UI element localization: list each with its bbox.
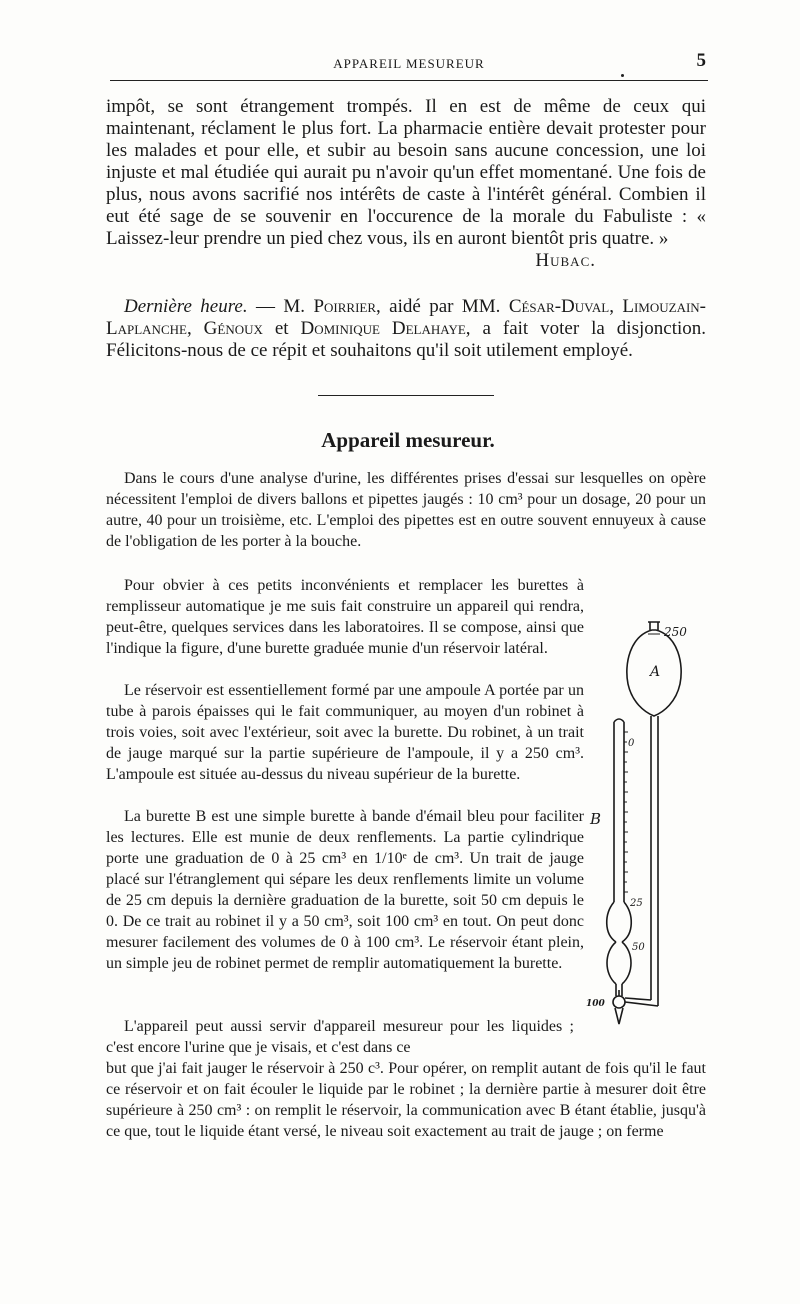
author-signature: Hubac.	[535, 250, 596, 271]
article-paragraph-4: La burette B est une simple burette à bande d'émail bleu pour faciliter les lectures. Elle est munie de deux renflements. La partie cylindrique porte une graduation de 0 à 25 cm³ en 1/10ᵉ de cm³. Un trait de jauge placé sur l'étranglement qui sépare les deux renflements limite un volume de 25 cm depuis la dernière graduation de la burette, soit 50 cm depuis le 0. De ce trait au robinet il y a 50 cm³, soit 100 cm³ en tout. On peut donc mesurer facilement des volumes de 0 à 100 cm³. Le réservoir étant plein, un simple jeu de robinet permet de remplir automatiquement la burette.	[106, 808, 584, 972]
article-paragraph-5: L'appareil peut aussi servir d'appareil mesureur pour les liquides ; c'est encore l'urine que je visais, et c'est dans ce	[106, 1018, 574, 1056]
article-title: Appareil mesureur.	[321, 428, 495, 452]
burette-b-outline	[614, 719, 624, 902]
article-paragraph-6: but que j'ai fait jauger le réservoir à 250 c³. Pour opérer, on remplit autant de fois qu'il le faut ce réservoir et on fait écouler le liquide par le robinet ; la dernière partie à mesurer doit être supérieure à 250 cm³ : on remplit le réservoir, la communication avec B étant établie, jusqu'à ce que, tout le liquide étant versé, le niveau soit exactement au trait de jauge ; on ferme	[106, 1060, 706, 1140]
dh-name-limouzain: Limouzain-Laplanche	[106, 296, 707, 339]
article-paragraph-2: Pour obvier à ces petits inconvénients et remplacer les burettes à remplisseur automatique je me suis fait construire un appareil qui rendra, peut-être, quelques services dans les laboratoires. Il se compose, ainsi que l'indique la figure, d'une burette graduée munie d'un réservoir latéral.	[106, 577, 584, 657]
article-paragraph-1: Dans le cours d'une analyse d'urine, les différentes prises d'essai sur lesquelles on opère nécessitent l'emploi de divers ballons et pipettes jaugés : 10 cm³ pour un dosage, 20 pour un autre, 40 pour un troisième, etc. L'emploi des pipettes est en outre souvent ennuyeux à cause de l'obligation de les porter à la bouche.	[106, 470, 706, 550]
dh-name-genoux: Génoux	[203, 318, 263, 339]
dh-text-6: , a fait voter la disjonction. Félicitons-nous de ce répit et souhaitons qu'il soit utilement employé.	[106, 318, 706, 361]
dh-text-4: ,	[186, 318, 204, 339]
page-number: 5	[696, 50, 706, 71]
label-100: 100	[586, 999, 605, 1009]
derniere-heure-paragraph	[106, 296, 706, 362]
dh-text-3: ,	[609, 296, 623, 317]
label-ampoule-a: A	[650, 664, 661, 680]
label-burette-b: B	[590, 810, 602, 828]
preceding-article-text: impôt, se sont étrangement trompés. Il en est de même de ceux qui maintenant, réclament le plus fort. La pharmacie entière devait protester pour les malades et pour elle, et subir au besoin sans aucune concession, une loi injuste et mal étudiée qui aurait pu n'avoir qu'un effet momentané. Une fois de plus, nous avons sacrifié nos intérêts de caste à l'intérêt général. Combien il eut été sage de se souvenir en l'occurence de la morale du Fabuliste : « Laissez-leur prendre un pied chez vous, ils en auront bientôt pris quatre. »	[106, 96, 706, 249]
burette-bulb-1	[607, 902, 632, 942]
stopcock	[613, 996, 625, 1008]
derniere-heure-lead: Dernière heure.	[124, 296, 248, 317]
reservoir-tube	[651, 716, 658, 1006]
label-25: 25	[630, 898, 643, 909]
label-250: 250	[664, 625, 687, 639]
apparatus-figure	[580, 612, 720, 1042]
header-dot	[621, 74, 624, 77]
burette-bulb-2	[607, 942, 631, 984]
label-50: 50	[632, 942, 645, 953]
dh-name-delahaye: Dominique Delahaye	[300, 318, 466, 339]
preceding-article-paragraph	[106, 96, 706, 272]
running-title: APPAREIL MESUREUR	[333, 56, 485, 71]
section-divider	[318, 395, 494, 396]
dh-text-2: , aidé par MM.	[376, 296, 509, 317]
dh-name-cesar-duval: César-Duval	[508, 296, 610, 317]
ampoule-neck	[648, 622, 660, 630]
dh-text-1: — M.	[247, 296, 314, 317]
dh-name-poirrier: Poirrier	[313, 296, 377, 317]
dh-text-5: et	[262, 318, 301, 339]
page-header	[110, 50, 708, 81]
article-paragraph-3: Le réservoir est essentiellement formé par une ampoule A portée par un tube à parois épaisses qui le fait communiquer, au moyen d'un robinet à trois voies, soit avec l'extérieur, soit avec la burette. Du robinet, à un trait de jauge marqué sur la partie supérieure de l'ampoule, il y a 250 cm³. L'ampoule est située au-dessus du niveau supérieur de la burette.	[106, 682, 584, 783]
label-0: 0	[628, 738, 635, 749]
outlet-tip	[615, 1008, 623, 1024]
